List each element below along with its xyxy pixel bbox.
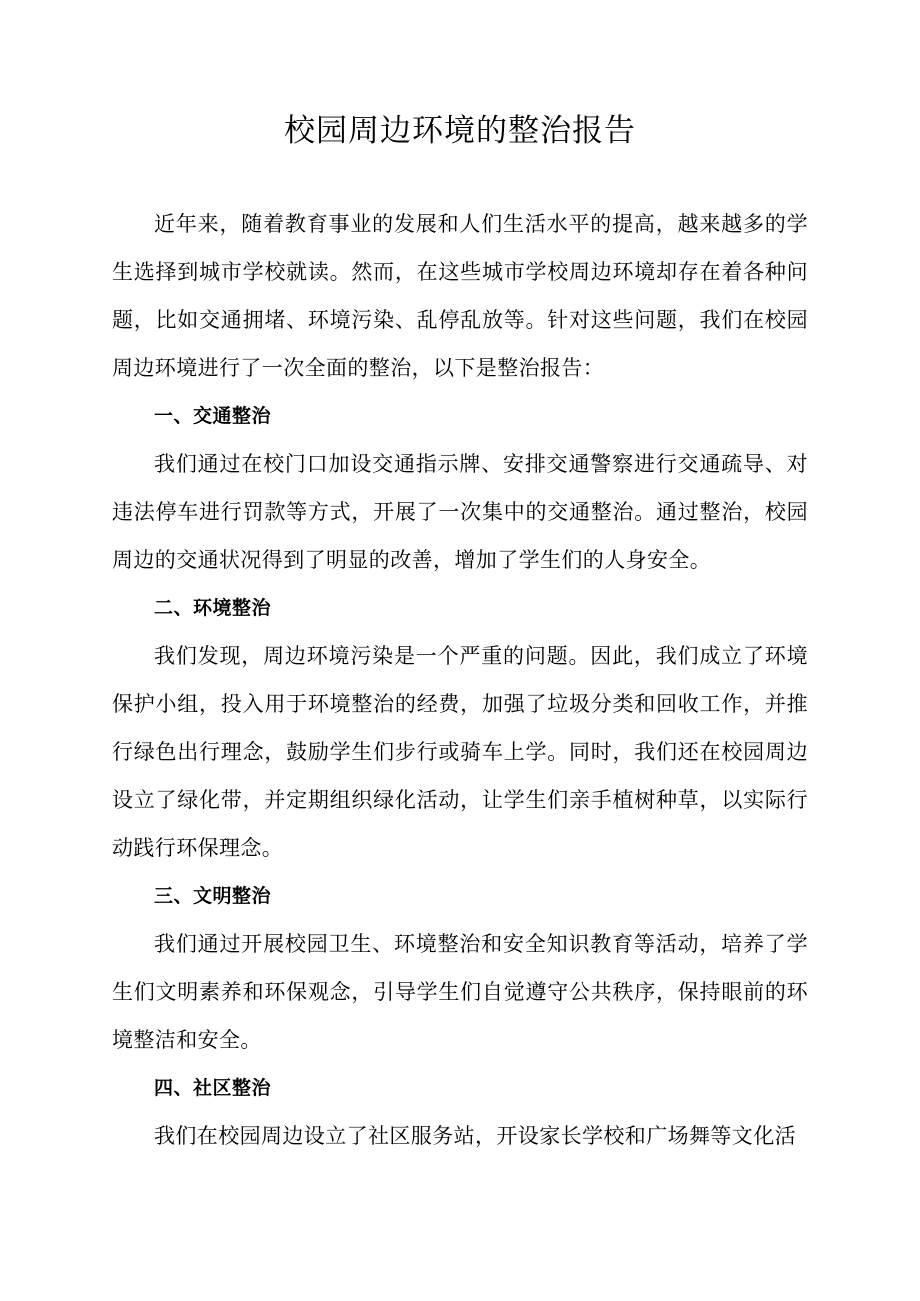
section-text-environment: 我们发现，周边环境污染是一个严重的问题。因此，我们成立了环境保护小组，投入用于环境整治的经费，加强了垃圾分类和回收工作，并推行绿色出行理念，鼓励学生们步行或骑车上学。同时，我们还在校园周边设立了绿化带，并定期组织绿化活动，让学生们亲手植树种草，以实际行动践行环保理念。 (112, 644, 808, 860)
section-heading-community: 四、社区整治 (154, 1077, 272, 1099)
section-text-traffic: 我们通过在校门口加设交通指示牌、安排交通警察进行交通疏导、对违法停车进行罚款等方式，开展了一次集中的交通整治。通过整治，校园周边的交通状况得到了明显的改善，增加了学生们的人身安全。 (112, 452, 808, 572)
section-text-civility: 我们通过开展校园卫生、环境整治和安全知识教育等活动，培养了学生们文明素养和环保观念，引导学生们自觉遵守公共秩序，保持眼前的环境整洁和安全。 (112, 932, 808, 1052)
section-heading-traffic: 一、交通整治 (154, 405, 272, 427)
section-text-community: 我们在校园周边设立了社区服务站，开设家长学校和广场舞等文化活 (154, 1124, 796, 1148)
document-body (112, 200, 808, 1160)
section-heading-civility: 三、文明整治 (154, 885, 272, 907)
section-heading-environment: 二、环境整治 (154, 597, 272, 619)
intro-paragraph: 近年来，随着教育事业的发展和人们生活水平的提高，越来越多的学生选择到城市学校就读。然而，在这些城市学校周边环境却存在着各种问题，比如交通拥堵、环境污染、乱停乱放等。针对这些问题，我们在校园周边环境进行了一次全面的整治，以下是整治报告： (112, 212, 808, 380)
document-title: 校园周边环境的整治报告 (284, 113, 636, 149)
